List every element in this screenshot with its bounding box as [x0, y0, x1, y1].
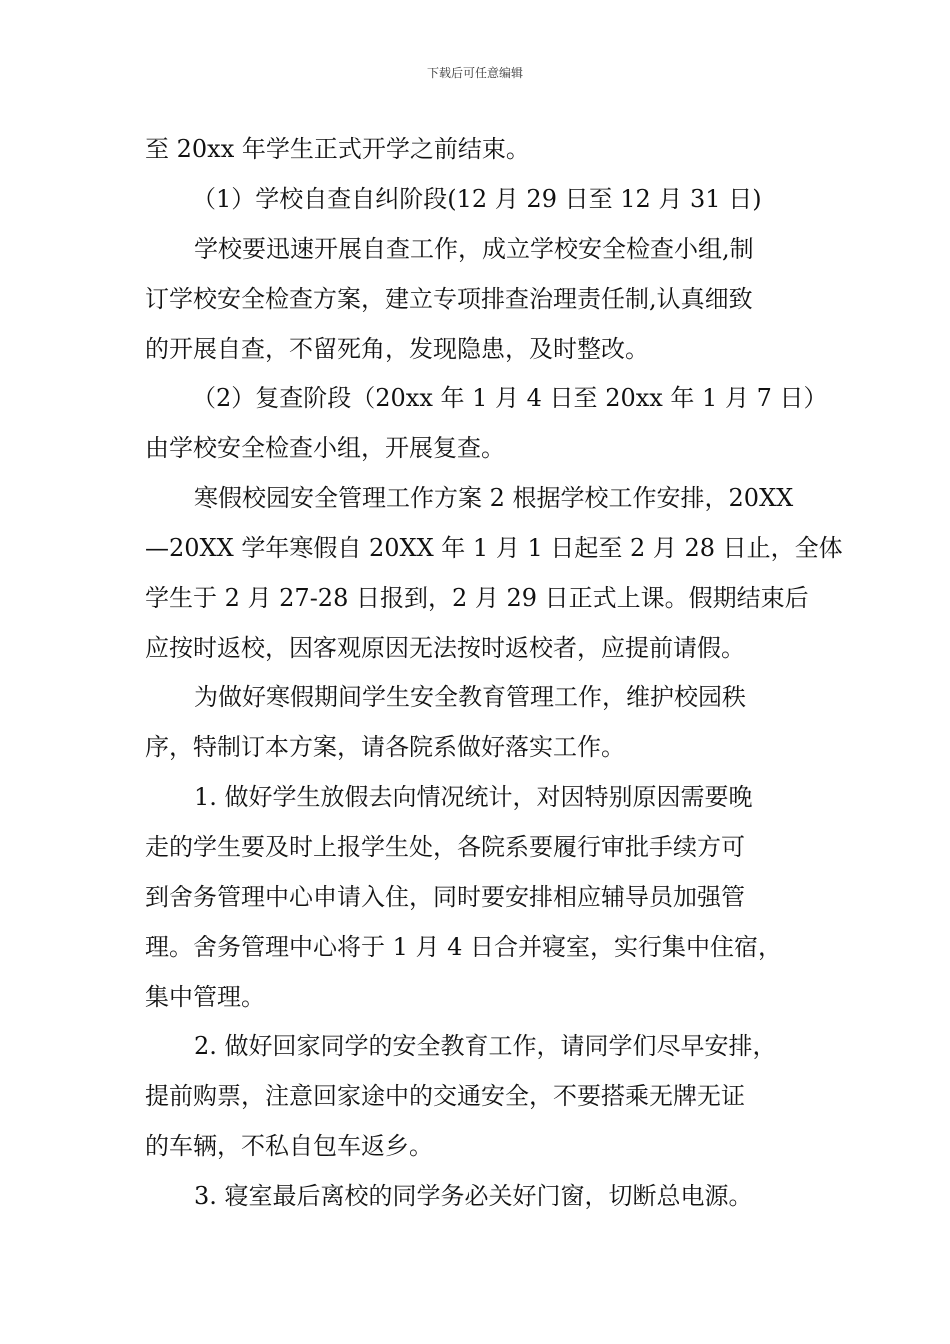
text-line: 1. 做好学生放假去向情况统计，对因特别原因需要晚: [194, 783, 753, 811]
text-line: 到舍务管理中心申请入住，同时要安排相应辅导员加强管: [145, 883, 745, 911]
text-line: —20XX 学年寒假自 20XX 年 1 月 1 日起至 2 月 28 日止，全体: [145, 534, 843, 562]
text-line: 为做好寒假期间学生安全教育管理工作，维护校园秩: [194, 683, 746, 711]
text-line: 学生于 2 月 27-28 日报到，2 月 29 日正式上课。假期结束后: [145, 584, 809, 612]
text-line: （2）复查阶段（20xx 年 1 月 4 日至 20xx 年 1 月 7 日）: [192, 384, 828, 412]
text-line: 序，特制订本方案，请各院系做好落实工作。: [145, 733, 625, 761]
text-line: 提前购票，注意回家途中的交通安全，不要搭乘无牌无证: [145, 1082, 745, 1110]
text-line: 走的学生要及时上报学生处，各院系要履行审批手续方可: [145, 833, 745, 861]
text-line: 至 20xx 年学生正式开学之前结束。: [145, 135, 530, 163]
text-line: 2. 做好回家同学的安全教育工作，请同学们尽早安排，: [194, 1032, 777, 1060]
text-line: 寒假校园安全管理工作方案 2 根据学校工作安排，20XX: [194, 484, 794, 512]
text-line: 订学校安全检查方案，建立专项排查治理责任制,认真细致: [145, 285, 753, 313]
text-line: 3. 寝室最后离校的同学务必关好门窗，切断总电源。: [194, 1182, 753, 1210]
text-line: 由学校安全检查小组，开展复查。: [145, 434, 505, 462]
text-line: 理。舍务管理中心将于 1 月 4 日合并寝室，实行集中住宿，: [145, 933, 783, 961]
text-line: 的开展自查，不留死角，发现隐患，及时整改。: [145, 335, 649, 363]
text-line: 的车辆，不私自包车返乡。: [145, 1132, 433, 1160]
text-line: （1）学校自查自纠阶段(12 月 29 日至 12 月 31 日): [192, 185, 762, 213]
text-line: 学校要迅速开展自查工作，成立学校安全检查小组,制: [194, 235, 754, 263]
text-line: 应按时返校，因客观原因无法按时返校者，应提前请假。: [145, 634, 745, 662]
text-line: 集中管理。: [145, 983, 265, 1011]
page-header: 下载后可任意编辑: [426, 66, 523, 80]
